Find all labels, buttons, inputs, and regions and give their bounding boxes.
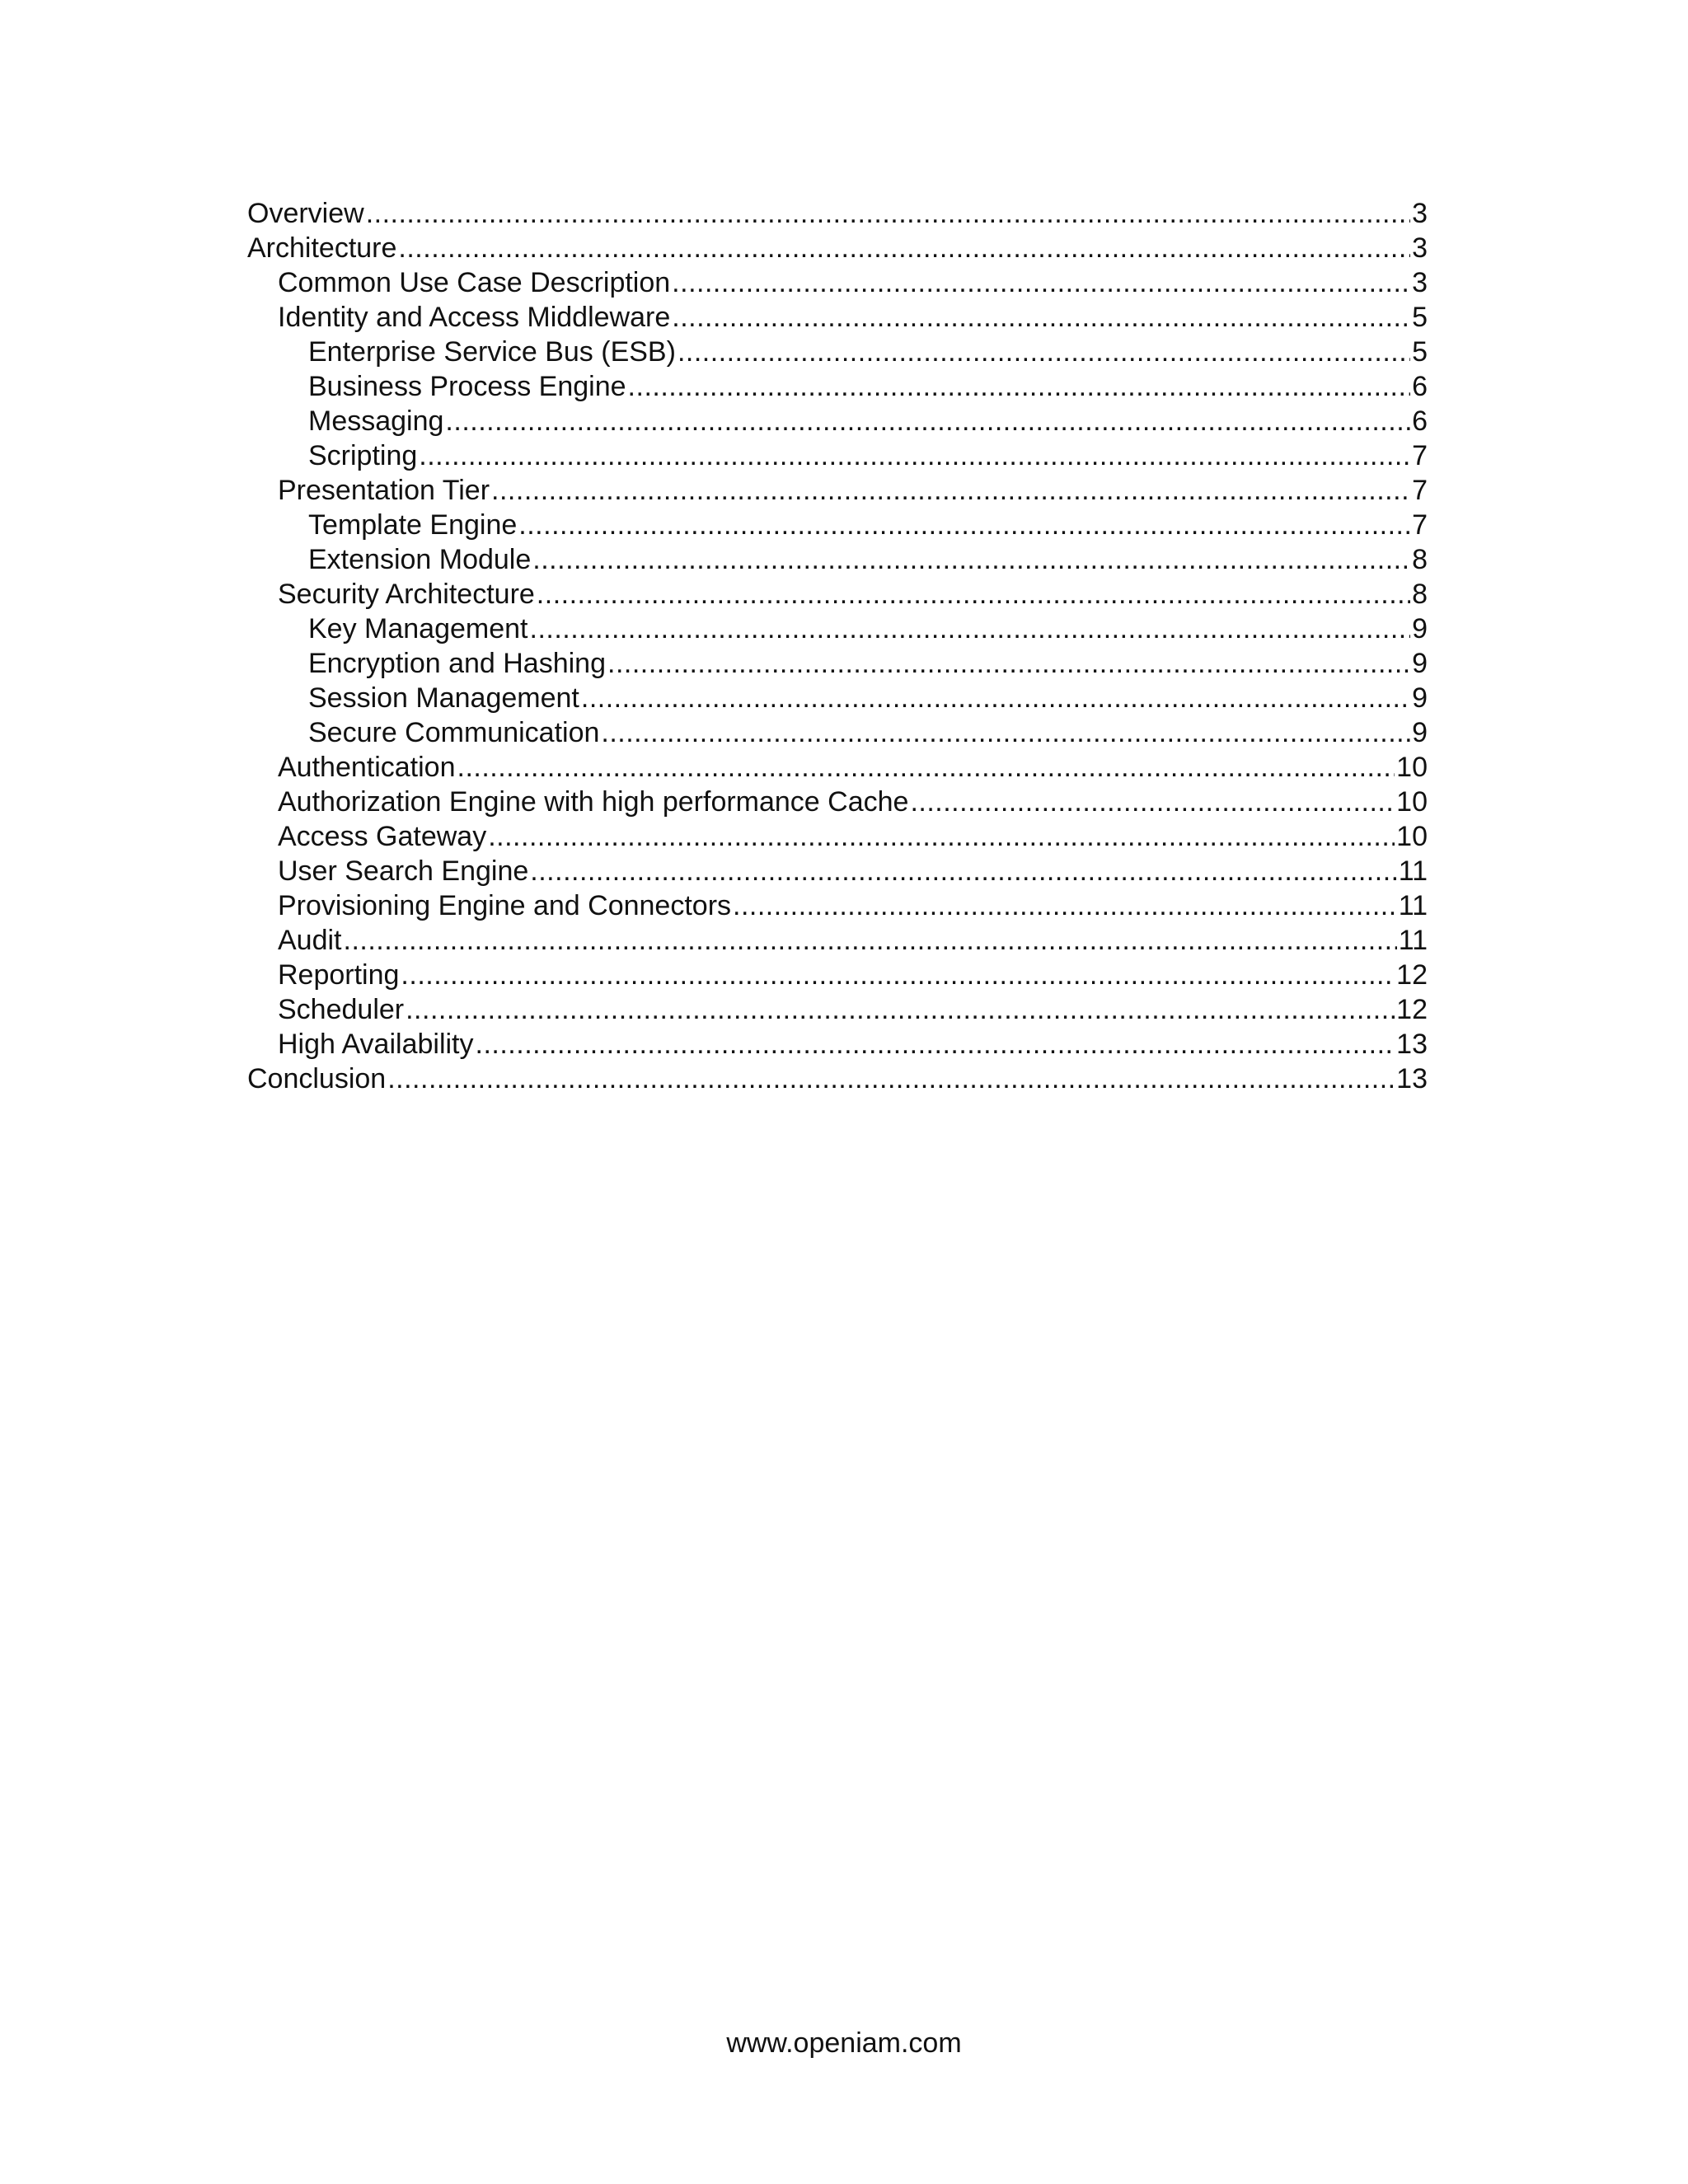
toc-entry-title: High Availability xyxy=(278,1029,474,1060)
toc-entry-title: Template Engine xyxy=(308,509,518,541)
toc-leader-dots xyxy=(910,785,1395,819)
toc-entry[interactable] xyxy=(247,819,1428,854)
toc-entry-page: 11 xyxy=(1398,925,1428,956)
toc-entry[interactable] xyxy=(247,196,1428,231)
toc-entry[interactable] xyxy=(247,750,1428,785)
toc-entry-page: 7 xyxy=(1412,475,1428,506)
toc-leader-dots xyxy=(406,992,1395,1027)
toc-entry-title: Business Process Engine xyxy=(308,371,626,402)
toc-entry-title: User Search Engine xyxy=(278,855,529,887)
toc-leader-dots xyxy=(678,335,1410,369)
toc-leader-dots xyxy=(581,681,1410,715)
toc-entry-title: Overview xyxy=(247,198,364,229)
toc-entry[interactable] xyxy=(247,300,1428,335)
toc-entry-page: 5 xyxy=(1412,336,1428,368)
toc-entry[interactable] xyxy=(247,1027,1428,1062)
toc-entry-page: 7 xyxy=(1412,509,1428,541)
toc-entry-page: 3 xyxy=(1412,267,1428,298)
toc-leader-dots xyxy=(518,508,1410,542)
toc-leader-dots xyxy=(532,542,1410,577)
toc-entry[interactable] xyxy=(247,646,1428,681)
toc-leader-dots xyxy=(401,958,1395,992)
toc-entry-title: Session Management xyxy=(308,682,579,714)
toc-entry-page: 3 xyxy=(1412,198,1428,229)
toc-leader-dots xyxy=(445,404,1410,438)
toc-entry[interactable] xyxy=(247,508,1428,542)
toc-entry[interactable] xyxy=(247,715,1428,750)
toc-entry-title: Access Gateway xyxy=(278,821,487,852)
toc-entry-page: 8 xyxy=(1412,544,1428,575)
toc-entry-title: Common Use Case Description xyxy=(278,267,671,298)
toc-leader-dots xyxy=(398,231,1410,265)
toc-entry[interactable] xyxy=(247,335,1428,369)
toc-entry-title: Scripting xyxy=(308,440,418,471)
toc-entry-title: Messaging xyxy=(308,405,444,437)
toc-entry-title: Conclusion xyxy=(247,1063,387,1094)
toc-entry-title: Security Architecture xyxy=(278,579,535,610)
toc-entry-title: Identity and Access Middleware xyxy=(278,302,671,333)
toc-entry-title: Presentation Tier xyxy=(278,475,490,506)
toc-leader-dots xyxy=(530,854,1396,888)
toc-leader-dots xyxy=(530,612,1411,646)
toc-leader-dots xyxy=(488,819,1395,854)
toc-entry-page: 10 xyxy=(1396,786,1428,818)
toc-entry-page: 12 xyxy=(1396,994,1428,1025)
toc-entry-title: Secure Communication xyxy=(308,717,600,748)
toc-entry-page: 9 xyxy=(1412,682,1428,714)
toc-entry[interactable] xyxy=(247,612,1428,646)
toc-entry-title: Scheduler xyxy=(278,994,405,1025)
toc-entry-page: 11 xyxy=(1398,890,1428,921)
toc-entry-page: 5 xyxy=(1412,302,1428,333)
toc-entry-title: Architecture xyxy=(247,232,397,264)
toc-entry-page: 9 xyxy=(1412,648,1428,679)
toc-entry-page: 9 xyxy=(1412,613,1428,644)
page-footer xyxy=(0,2026,1688,2060)
toc-entry[interactable] xyxy=(247,785,1428,819)
toc-entry-title: Reporting xyxy=(278,959,400,991)
toc-entry[interactable] xyxy=(247,404,1428,438)
toc-entry[interactable] xyxy=(247,369,1428,404)
toc-entry[interactable] xyxy=(247,1062,1428,1096)
toc-leader-dots xyxy=(672,265,1410,300)
toc-entry[interactable] xyxy=(247,542,1428,577)
toc-entry[interactable] xyxy=(247,473,1428,508)
toc-entry[interactable] xyxy=(247,438,1428,473)
toc-entry[interactable] xyxy=(247,992,1428,1027)
toc-leader-dots xyxy=(366,196,1410,231)
toc-entry[interactable] xyxy=(247,577,1428,612)
footer-url[interactable]: www.openiam.com xyxy=(726,2027,962,2059)
toc-entry-title: Provisioning Engine and Connectors xyxy=(278,890,732,921)
toc-entry-page: 13 xyxy=(1396,1029,1428,1060)
toc-leader-dots xyxy=(344,923,1397,958)
toc-leader-dots xyxy=(457,750,1395,785)
toc-entry[interactable] xyxy=(247,923,1428,958)
toc-entry-page: 6 xyxy=(1412,371,1428,402)
toc-entry-page: 3 xyxy=(1412,232,1428,264)
toc-entry-page: 10 xyxy=(1396,821,1428,852)
toc-entry-title: Encryption and Hashing xyxy=(308,648,607,679)
toc-leader-dots xyxy=(491,473,1410,508)
toc-leader-dots xyxy=(607,646,1410,681)
toc-entry-page: 12 xyxy=(1396,959,1428,991)
toc-entry[interactable] xyxy=(247,231,1428,265)
toc-leader-dots xyxy=(537,577,1410,612)
toc-entry[interactable] xyxy=(247,854,1428,888)
toc-leader-dots xyxy=(419,438,1410,473)
toc-entry-title: Authorization Engine with high performance Cache xyxy=(278,786,909,818)
toc-leader-dots xyxy=(387,1062,1395,1096)
toc-leader-dots xyxy=(476,1027,1395,1062)
toc-entry-title: Extension Module xyxy=(308,544,532,575)
toc-leader-dots xyxy=(628,369,1411,404)
toc-entry[interactable] xyxy=(247,265,1428,300)
toc-entry-title: Key Management xyxy=(308,613,528,644)
toc-entry-title: Audit xyxy=(278,925,342,956)
toc-entry-page: 9 xyxy=(1412,717,1428,748)
toc-entry-title: Authentication xyxy=(278,752,456,783)
toc-entry-page: 6 xyxy=(1412,405,1428,437)
toc-leader-dots xyxy=(601,715,1410,750)
toc-leader-dots xyxy=(733,888,1397,923)
toc-entry-title: Enterprise Service Bus (ESB) xyxy=(308,336,676,368)
toc-entry[interactable] xyxy=(247,888,1428,923)
toc-leader-dots xyxy=(672,300,1410,335)
toc-entry-page: 13 xyxy=(1396,1063,1428,1094)
toc-entry-page: 11 xyxy=(1398,855,1428,887)
table-of-contents xyxy=(247,196,1428,1096)
toc-entry-page: 10 xyxy=(1396,752,1428,783)
toc-entry[interactable] xyxy=(247,958,1428,992)
toc-entry-page: 7 xyxy=(1412,440,1428,471)
toc-entry-page: 8 xyxy=(1412,579,1428,610)
toc-entry[interactable] xyxy=(247,681,1428,715)
